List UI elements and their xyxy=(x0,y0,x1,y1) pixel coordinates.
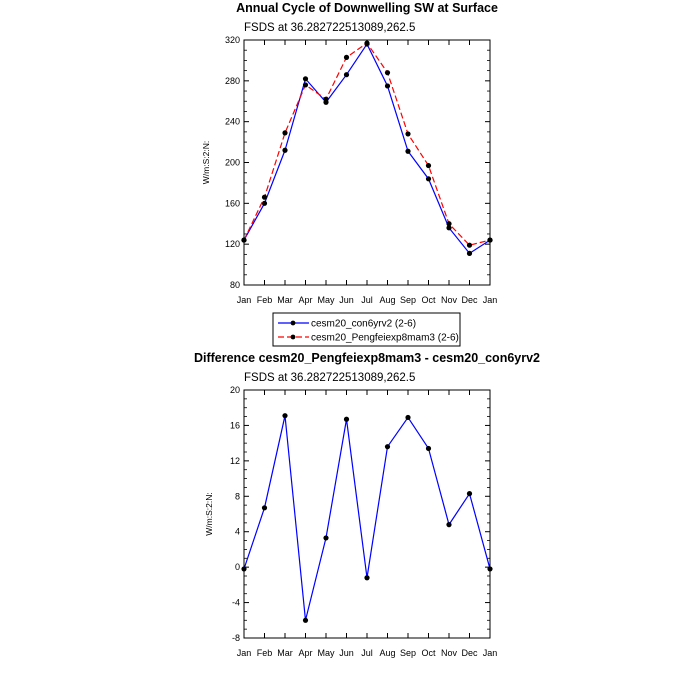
series-1 xyxy=(241,41,492,255)
legend-label: cesm20_con6yrv2 (2-6) xyxy=(311,318,417,330)
series-2 xyxy=(241,40,492,247)
x-tick-label: Jul xyxy=(361,295,373,305)
x-tick-label: Jan xyxy=(236,295,252,305)
x-tick-label: May xyxy=(317,295,335,305)
y-tick-label: 8 xyxy=(234,491,240,502)
legend-swatch-marker xyxy=(291,321,296,326)
x-tick-label: Jan xyxy=(482,295,498,305)
x-tick-label: Feb xyxy=(256,648,273,658)
data-point xyxy=(467,491,472,496)
x-tick-label: Mar xyxy=(277,295,293,305)
data-point xyxy=(426,176,431,181)
data-point xyxy=(405,149,410,154)
x-tick-label: Aug xyxy=(379,648,396,658)
x-tick-label: Jun xyxy=(339,295,354,305)
data-point xyxy=(262,505,267,510)
y-tick-label: 240 xyxy=(224,116,240,127)
x-tick-label: Apr xyxy=(298,648,313,658)
y-tick-label: 12 xyxy=(229,455,240,466)
x-tick-label: May xyxy=(317,648,335,658)
data-point xyxy=(303,82,308,87)
data-point xyxy=(323,97,328,102)
y-tick-label: 200 xyxy=(224,157,240,168)
y-tick-label: -8 xyxy=(231,633,240,643)
data-point xyxy=(282,130,287,135)
series-line xyxy=(244,416,490,621)
x-tick-label: Oct xyxy=(421,295,436,305)
data-point xyxy=(241,566,246,571)
plot-frame xyxy=(244,390,490,638)
data-point xyxy=(344,417,349,422)
legend xyxy=(273,313,460,346)
x-tick-label: Nov xyxy=(440,295,458,305)
data-point xyxy=(282,413,287,418)
data-point xyxy=(385,83,390,88)
data-point xyxy=(364,575,369,580)
y-tick-label: -4 xyxy=(231,597,240,608)
data-point xyxy=(426,446,431,451)
chart-2 xyxy=(194,351,540,658)
data-point xyxy=(262,195,267,200)
legend-label: cesm20_Pengfeiexp8mam3 (2-6) xyxy=(311,332,459,344)
y-tick-label: 20 xyxy=(229,385,240,395)
data-point xyxy=(385,444,390,449)
series-line xyxy=(244,43,490,245)
y-axis-label: W/m:S:2:N: xyxy=(201,140,211,185)
data-point xyxy=(385,70,390,75)
data-point xyxy=(303,618,308,623)
data-point xyxy=(426,163,431,168)
x-tick-label: Apr xyxy=(298,295,313,305)
x-tick-label: Jun xyxy=(339,648,354,658)
y-axis-label: W/m:S:2:N: xyxy=(204,492,214,536)
data-point xyxy=(487,566,492,571)
data-point xyxy=(323,535,328,540)
x-tick-label: Dec xyxy=(461,295,478,305)
series-1 xyxy=(241,413,492,623)
x-tick-label: Sep xyxy=(399,648,417,658)
x-tick-label: Mar xyxy=(277,648,293,658)
y-tick-label: 4 xyxy=(234,526,240,537)
chart-title: Annual Cycle of Downwelling SW at Surface xyxy=(236,1,498,15)
x-tick-label: Aug xyxy=(379,295,396,305)
data-point xyxy=(344,72,349,77)
data-point xyxy=(446,522,451,527)
x-tick-label: Jan xyxy=(236,648,252,658)
data-point xyxy=(282,148,287,153)
data-point xyxy=(241,237,246,242)
y-tick-label: 0 xyxy=(234,562,240,573)
x-tick-label: Oct xyxy=(421,648,436,658)
legend-swatch-marker xyxy=(291,335,296,340)
y-tick-label: 280 xyxy=(224,75,240,86)
data-point xyxy=(303,76,308,81)
y-tick-label: 80 xyxy=(229,280,240,290)
x-tick-label: Feb xyxy=(256,295,273,305)
chart-title: Difference cesm20_Pengfeiexp8mam3 - cesm20_con6yrv2 xyxy=(193,351,541,365)
x-tick-label: Sep xyxy=(399,295,417,305)
series-line xyxy=(244,44,490,253)
x-tick-label: Jan xyxy=(482,648,498,658)
chart-subtitle: FSDS at 36.282722513089,262.5 xyxy=(244,372,416,384)
data-point xyxy=(344,55,349,60)
data-point xyxy=(405,131,410,136)
chart-1 xyxy=(201,1,498,346)
y-tick-label: 320 xyxy=(224,35,240,45)
y-tick-label: 16 xyxy=(229,420,240,431)
y-tick-label: 120 xyxy=(224,239,240,250)
data-point xyxy=(487,237,492,242)
x-tick-label: Dec xyxy=(461,648,478,658)
data-point xyxy=(364,40,369,45)
chart-subtitle: FSDS at 36.282722513089,262.5 xyxy=(244,22,416,34)
data-point xyxy=(405,415,410,420)
y-tick-label: 160 xyxy=(224,198,240,209)
data-point xyxy=(467,251,472,256)
data-point xyxy=(467,243,472,248)
data-point xyxy=(446,221,451,226)
data-point xyxy=(262,201,267,206)
x-tick-label: Nov xyxy=(440,648,458,658)
x-tick-label: Jul xyxy=(361,648,373,658)
